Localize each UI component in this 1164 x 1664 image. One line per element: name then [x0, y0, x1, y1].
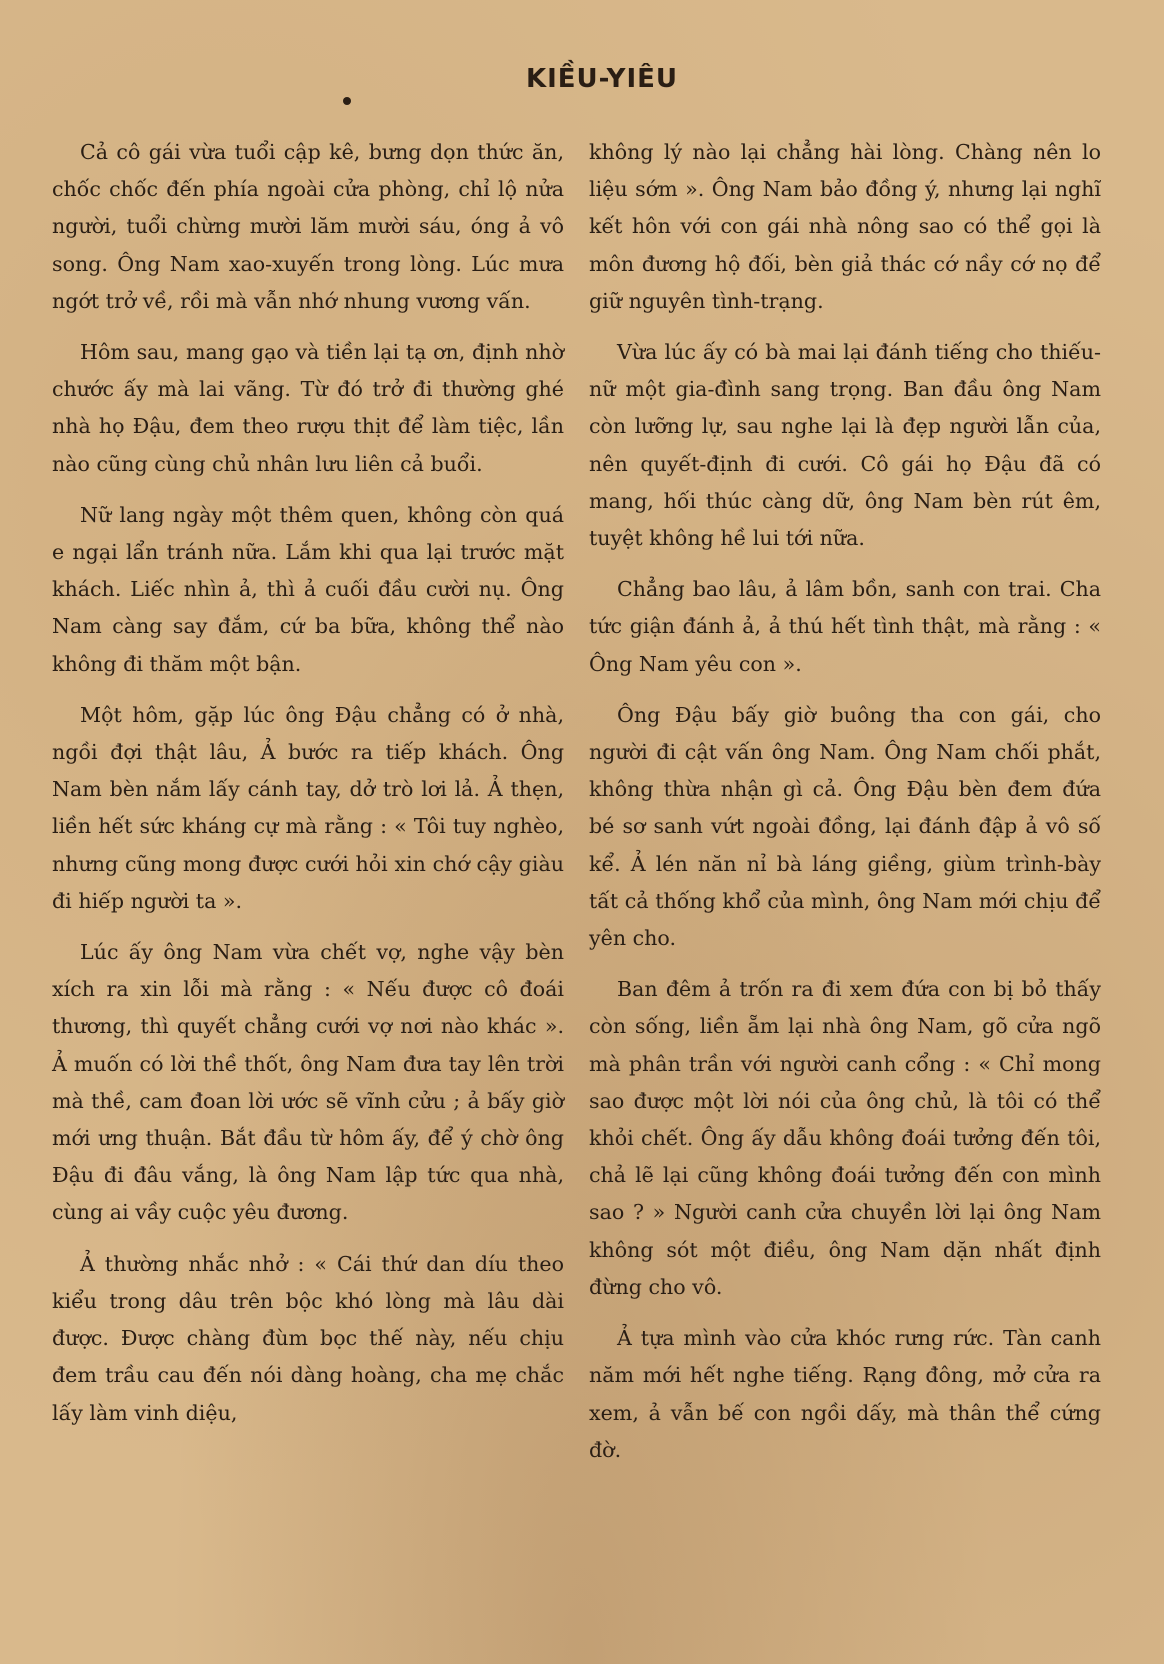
paragraph: Lúc ấy ông Nam vừa chết vợ, nghe vậy bèn xích ra xin lỗi mà rằng : « Nếu được cô đoái thương, thì quyết chẳng cưới vợ nơi nào khác ». Ả muốn có lời thề thốt, ông Nam đưa tay lên trời mà thề, cam đoan lời ước sẽ vĩnh cửu ; ả bấy giờ mới ưng thuận. Bắt đầu từ hôm ấy, để ý chờ ông Đậu đi đâu vắng, là ông Nam lập tức qua nhà, cùng ai vầy cuộc yêu đương.: [52, 940, 564, 1225]
paragraph: Một hôm, gặp lúc ông Đậu chẳng có ở nhà, ngồi đợi thật lâu, Ả bước ra tiếp khách. Ông Nam bèn nắm lấy cánh tay, dở trò lơi lả. Ả thẹn, liền hết sức kháng cự mà rằng : « Tôi tuy nghèo, nhưng cũng mong được cưới hỏi xin chớ cậy giàu đi hiếp người ta ».: [52, 702, 564, 913]
paragraph: Chẳng bao lâu, ả lâm bồn, sanh con trai. Cha tức giận đánh ả, ả thú hết tình thật, mà rằng : « Ông Nam yêu con ».: [589, 577, 1101, 676]
ornament-dot: [343, 97, 351, 105]
running-header: [0, 64, 1164, 94]
right-column: [589, 134, 1101, 1483]
paragraph: Nữ lang ngày một thêm quen, không còn quá e ngại lẩn tránh nữa. Lắm khi qua lại trước mặt khách. Liếc nhìn ả, thì ả cuối đầu cười nụ. Ông Nam càng say đắm, cứ ba bữa, không thể nào không đi thăm một bận.: [52, 502, 564, 676]
paragraph: Hôm sau, mang gạo và tiền lại tạ ơn, định nhờ chước ấy mà lai vãng. Từ đó trở đi thường ghé nhà họ Đậu, đem theo rượu thịt để làm tiệc, lần nào cũng cùng chủ nhân lưu liên cả buổi.: [52, 340, 564, 476]
paragraph: Ban đêm ả trốn ra đi xem đứa con bị bỏ thấy còn sống, liền ẵm lại nhà ông Nam, gõ cửa ngõ mà phân trần với người canh cổng : « Chỉ mong sao được một lời nói của ông chủ, là tôi có thể khỏi chết. Ông ấy dẫu không đoái tưởng đến tôi, chả lẽ lại cũng không đoái tưởng đến con mình sao ? » Người canh cửa chuyền lời lại ông Nam không sót một điều, ông Nam dặn nhất định đừng cho vô.: [589, 977, 1101, 1299]
left-column: [52, 134, 564, 1446]
paragraph: Ả thường nhắc nhở : « Cái thứ dan díu theo kiểu trong dâu trên bộc khó lòng mà lâu dài được. Được chàng đùm bọc thế này, nếu chịu đem trầu cau đến nói dàng hoàng, cha mẹ chắc lấy làm vinh diệu,: [52, 1251, 564, 1425]
paragraph: Vừa lúc ấy có bà mai lại đánh tiếng cho thiếu-nữ một gia-đình sang trọng. Ban đầu ông Nam còn lưỡng lự, sau nghe lại là đẹp người lẫn của, nên quyết-định đi cưới. Cô gái họ Đậu đã có mang, hối thúc càng dữ, ông Nam bèn rút êm, tuyệt không hề lui tới nữa.: [589, 340, 1101, 551]
paragraph: Ả tựa mình vào cửa khóc rưng rức. Tàn canh năm mới hết nghe tiếng. Rạng đông, mở cửa ra xem, ả vẫn bế con ngồi dấy, mà thân thể cứng đờ.: [589, 1326, 1101, 1462]
paragraph: không lý nào lại chẳng hài lòng. Chàng nên lo liệu sớm ». Ông Nam bảo đồng ý, nhưng lại nghĩ kết hôn với con gái nhà nông sao có thể gọi là môn đương hộ đối, bèn giả thác cớ nầy cớ nọ để giữ nguyên tình-trạng.: [589, 140, 1101, 313]
paragraph: Cả cô gái vừa tuổi cập kê, bưng dọn thức ăn, chốc chốc đến phía ngoài cửa phòng, chỉ lộ nửa người, tuổi chừng mười lăm mười sáu, óng ả vô song. Ông Nam xao-xuyến trong lòng. Lúc mưa ngớt trở về, rồi mà vẫn nhớ nhung vương vấn.: [52, 140, 564, 313]
paragraph: Ông Đậu bấy giờ buông tha con gái, cho người đi cật vấn ông Nam. Ông Nam chối phắt, không thừa nhận gì cả. Ông Đậu bèn đem đứa bé sơ sanh vứt ngoài đồng, lại đánh đập ả vô số kể. Ả lén năn nỉ bà láng giềng, giùm trình-bày tất cả thống khổ của mình, ông Nam mới chịu để yên cho.: [589, 702, 1101, 951]
page-title: KIỀU-YIÊU: [525, 64, 679, 94]
